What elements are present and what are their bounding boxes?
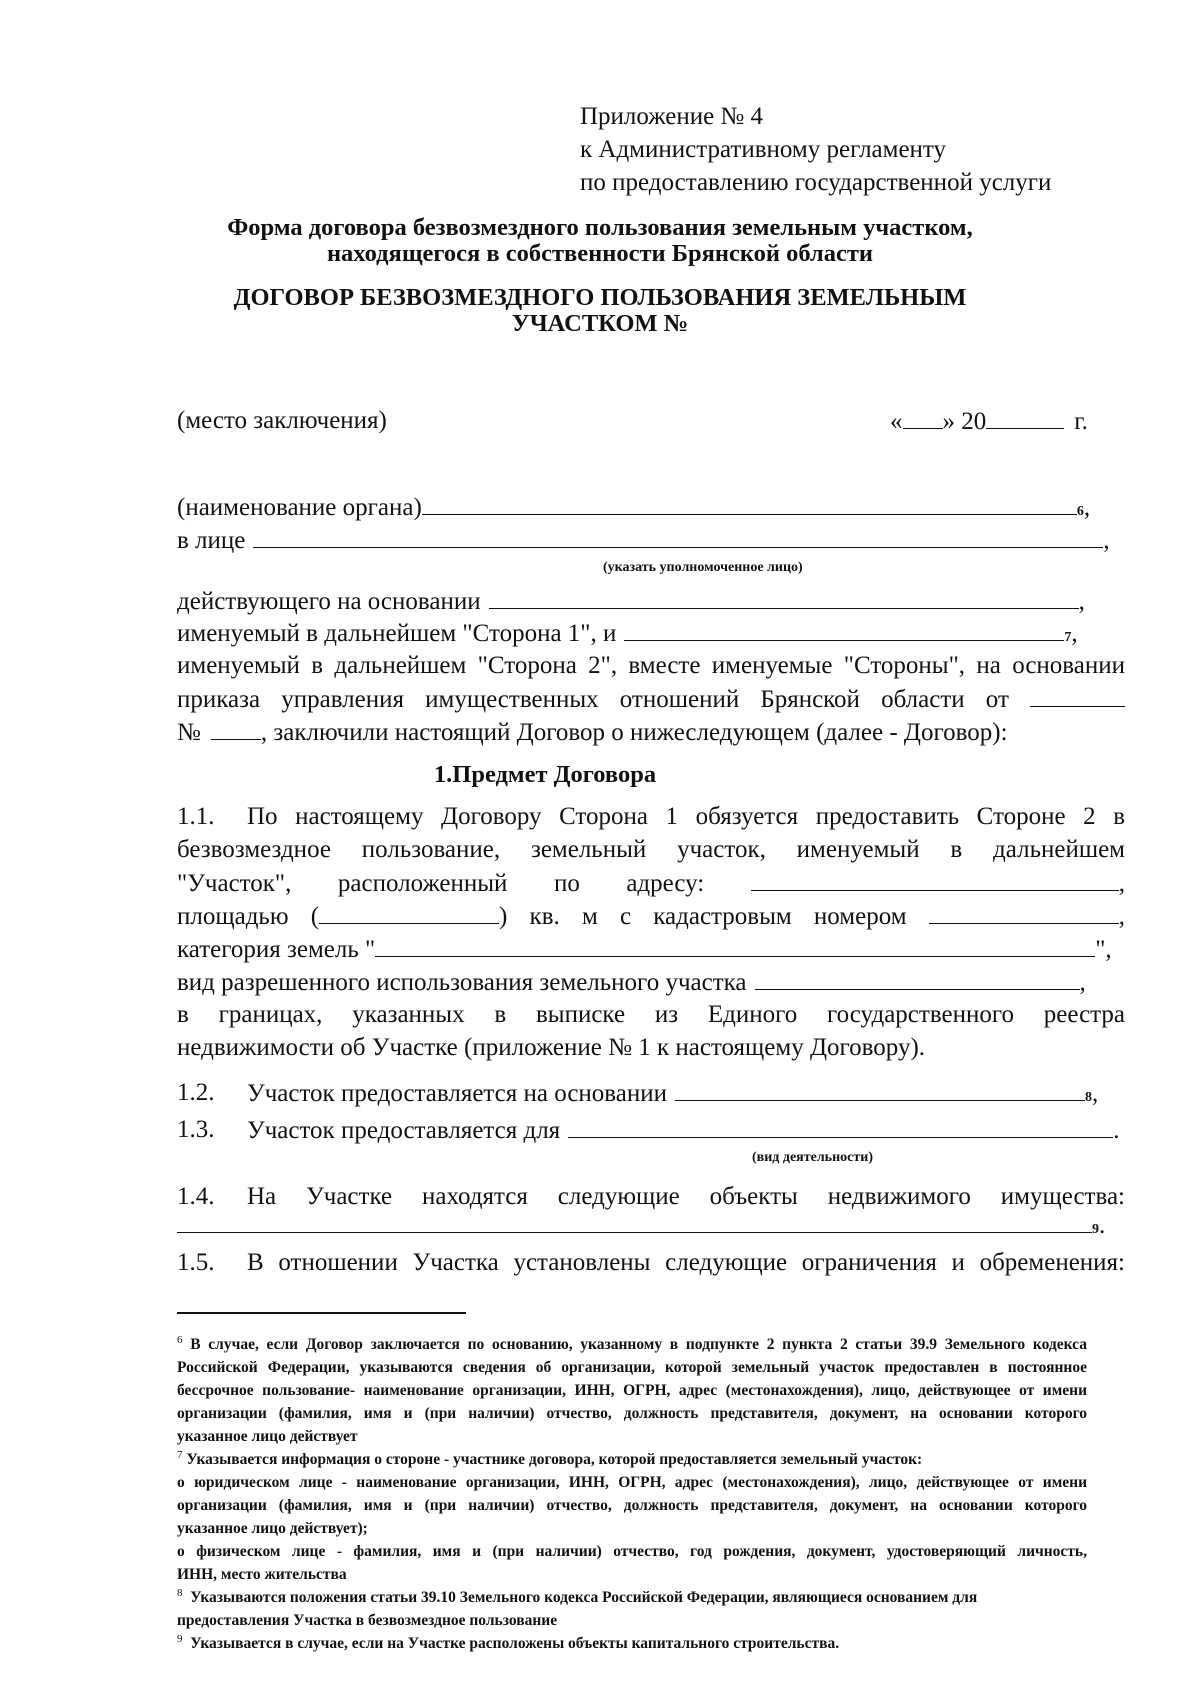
p11-line8: недвижимости об Участке (приложение № 1 к настоящему Договору). (177, 1034, 926, 1061)
basis-row: действующего на основании , (177, 588, 1085, 615)
date-day-blank (903, 406, 943, 429)
organ-blank (422, 492, 1077, 515)
p14-blank (177, 1210, 1092, 1233)
contract-title-line1: ДОГОВОР БЕЗВОЗМЕЗДНОГО ПОЛЬЗОВАНИЯ ЗЕМЕЛЬНЫМ (233, 284, 967, 311)
date-year-blank (986, 406, 1064, 429)
form-title-line1: Форма договора безвозмездного пользования земельным участком, (227, 214, 973, 241)
p11-area-row: площадью ( ) кв. м с кадастровым номером , (177, 903, 1125, 930)
footnote-separator (177, 1312, 466, 1314)
p14-blank-row: 9 . (177, 1210, 1105, 1241)
section1-title: 1.Предмет Договора (433, 761, 657, 788)
date-line: « » 20 г. (890, 408, 1088, 435)
p14-text: На Участке находятся следующие объекты недвижимого имущества: (247, 1183, 1125, 1210)
p12-blank (675, 1078, 1085, 1101)
p13-blank (568, 1115, 1113, 1138)
side1-blank (624, 618, 1064, 641)
p11-line1: По настоящему Договору Сторона 1 обязуется предоставить Стороне 2 в (247, 803, 1125, 830)
p13-num: 1.3. (177, 1116, 215, 1143)
form-title-line2: находящегося в собственности Брянской области (326, 240, 874, 267)
side2-line1: именуемый в дальнейшем "Сторона 2", вместе именуемые "Стороны", на основании (177, 652, 1125, 679)
p11-use-row: вид разрешенного использования земельного участка , (177, 969, 1086, 996)
p11-num: 1.1. (177, 803, 215, 830)
p15-text: В отношении Участка установлены следующие ограничения и обременения: (247, 1249, 1125, 1276)
appendix-reference: к Административному регламенту (580, 136, 947, 163)
place-label: (место заключения) (177, 407, 387, 434)
order-number-blank (211, 717, 261, 740)
footnote-6: $^6$ В случае, если Договор заключается по основанию, указанному в подпункте 2 пункта 2 статьи 39.9 Земельного кодекса Российской Федерации, указываются сведения об организации, которой земельный участок предоставлен в постоянное бессрочное пользование- наименование организации, ИНН, ОГРН, адрес (местонахождения), лицо, действующее от имени организации (фамилия, имя и (при наличии) отчество, должность представителя, документ, на основании которого указанное лицо действует (177, 1333, 1088, 1445)
cadastral-blank (929, 901, 1119, 924)
contract-title-line2: УЧАСТКОМ № (511, 310, 689, 337)
p11-category-row: категория земель " ", (177, 936, 1112, 963)
category-blank (375, 934, 1095, 957)
p13-hint: (вид деятельности) (752, 1150, 873, 1165)
footnote-9: $^9$ Указывается в случае, если на Участке расположены объекты капитального строительства. (177, 1632, 840, 1652)
side2-line2-row: приказа управления имущественных отношений Брянской области от (177, 684, 1125, 715)
side1-row: именуемый в дальнейшем "Сторона 1", и 7 , (177, 620, 1078, 647)
footnote-7: $^7$ Указывается информация о стороне - участнике договора, которой предоставляется земельный участок: о юридическом лице - наименование организации, ИНН, ОГРН, адрес (местонахождения), лицо, действующее от имени организации (фамилия, имя и (при наличии) отчество, должность представителя, документ, на основании которого указанное лицо действует); о физическом лице - фамилия, имя и (при наличии) отчество, год рождения, документ, удостоверяющий личность, ИНН, место жительства (177, 1448, 1087, 1583)
person-hint: (указать уполномоченное лицо) (603, 560, 803, 575)
p13-row: Участок предоставляется для . (247, 1117, 1120, 1144)
basis-blank (489, 586, 1079, 609)
p11-line3-row: "Участок", расположенный по адресу: , (177, 870, 1126, 897)
appendix-service: по предоставлению государственной услуги (580, 169, 1052, 196)
use-blank (755, 967, 1080, 990)
person-row: в лице , (177, 527, 1110, 554)
organ-row: (наименование органа) 6 , (177, 494, 1091, 521)
p11-line7: в границах, указанных в выписке из Единого государственного реестра (177, 1001, 1125, 1028)
p14-num: 1.4. (177, 1183, 215, 1210)
address-blank (751, 868, 1119, 891)
p12-num: 1.2. (177, 1079, 215, 1106)
p15-num: 1.5. (177, 1249, 215, 1276)
side2-line3-row: № , заключили настоящий Договор о нижеследующем (далее - Договор): (177, 719, 1008, 746)
appendix-number: Приложение № 4 (580, 103, 764, 130)
person-blank (253, 525, 1103, 548)
p11-line2: безвозмездное пользование, земельный участок, именуемый в дальнейшем (177, 836, 1125, 863)
area-blank (319, 901, 499, 924)
p12-row: Участок предоставляется на основании 8 , (247, 1080, 1099, 1107)
footnote-8: $^8$ Указываются положения статьи 39.10 Земельного кодекса Российской Федерации, являющиеся основанием для предоставления Участка в безвозмездное пользование (177, 1586, 978, 1629)
order-date-blank (1030, 684, 1125, 707)
